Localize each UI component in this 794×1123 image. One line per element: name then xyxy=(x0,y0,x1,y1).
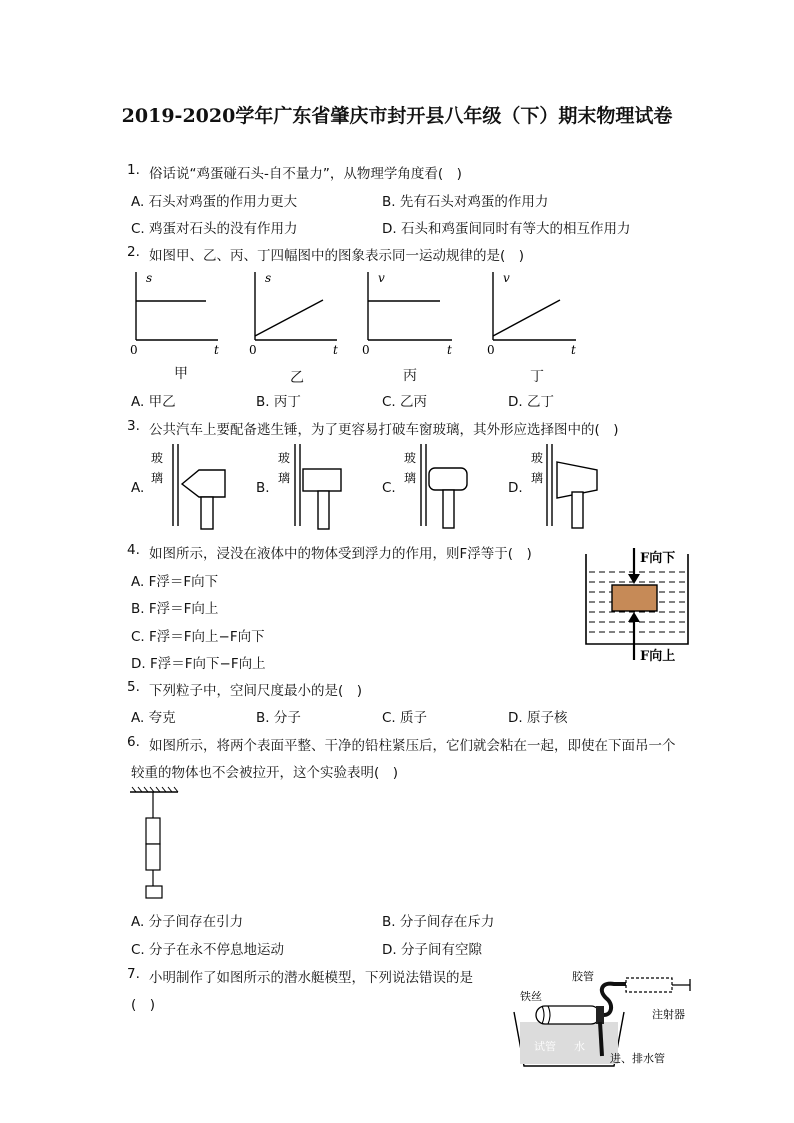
q2-graphs xyxy=(120,268,590,358)
q6-option-d[interactable]: D. 分子间有空隙 xyxy=(382,942,482,958)
q1-option-d[interactable]: D. 石头和鸡蛋间同时有等大的相互作用力 xyxy=(382,221,631,237)
q2-number: 2. xyxy=(127,244,140,260)
q3-number: 3. xyxy=(127,418,140,434)
graph-caption-bing: 丙 xyxy=(403,368,417,384)
svg-text:玻: 玻 xyxy=(404,451,417,465)
q2-option-d[interactable]: D. 乙丁 xyxy=(508,394,554,410)
graph-jia-origin: 0 xyxy=(130,343,138,357)
hammer-c[interactable] xyxy=(404,444,467,528)
syringe-label: 注射器 xyxy=(652,1008,685,1021)
graph-caption-yi: 乙 xyxy=(290,370,304,386)
q2-option-c[interactable]: C. 乙丙 xyxy=(382,394,428,410)
graph-bing-x-label: t xyxy=(447,343,452,357)
q3-option-d[interactable]: D. xyxy=(508,480,523,496)
graph-bing-y-label: v xyxy=(378,271,385,285)
svg-text:玻: 玻 xyxy=(151,451,164,465)
q4-option-d[interactable]: D. F浮＝F向下−F向上 xyxy=(131,656,266,672)
q3-option-c[interactable]: C. xyxy=(382,480,396,496)
svg-text:璃: 璃 xyxy=(278,471,291,485)
graph-bing-origin: 0 xyxy=(362,343,370,357)
graph-yi-origin: 0 xyxy=(249,343,257,357)
force-up-label: F向上 xyxy=(640,649,676,664)
graph-ding xyxy=(487,271,576,357)
graph-caption-ding: 丁 xyxy=(530,369,544,385)
q7-stem-line2: ( ) xyxy=(131,997,156,1013)
drain-label: 进、排水管 xyxy=(610,1052,665,1065)
svg-text:玻: 玻 xyxy=(531,451,544,465)
q2-option-a[interactable]: A. 甲乙 xyxy=(131,394,176,410)
graph-yi-x-label: t xyxy=(333,343,338,357)
svg-text:璃: 璃 xyxy=(404,471,417,485)
q1-stem: 俗话说“鸡蛋碰石头-自不量力”，从物理学角度看( ) xyxy=(149,166,462,182)
graph-jia-y-label: s xyxy=(146,271,153,285)
q2-stem: 如图甲、乙、丙、丁四幅图中的图象表示同一运动规律的是( ) xyxy=(149,248,525,264)
q5-stem: 下列粒子中，空间尺度最小的是( ) xyxy=(149,683,363,699)
graph-jia-x-label: t xyxy=(214,343,219,357)
q5-option-b[interactable]: B. 分子 xyxy=(256,710,301,726)
q6-option-a[interactable]: A. 分子间存在引力 xyxy=(131,914,244,930)
graph-ding-x-label: t xyxy=(571,343,576,357)
q1-number: 1. xyxy=(127,162,140,178)
svg-text:玻: 玻 xyxy=(278,451,291,465)
q4-number: 4. xyxy=(127,542,140,558)
q6-option-b[interactable]: B. 分子间存在斥力 xyxy=(382,914,495,930)
q1-option-c[interactable]: C. 鸡蛋对石头的没有作用力 xyxy=(131,221,298,237)
q4-option-a[interactable]: A. F浮＝F向下 xyxy=(131,574,219,590)
svg-text:璃: 璃 xyxy=(151,471,164,485)
graph-ding-y-label: v xyxy=(503,271,510,285)
hammer-d[interactable] xyxy=(531,444,597,528)
water-label: 水 xyxy=(574,1040,585,1053)
graph-yi-y-label: s xyxy=(265,271,272,285)
q1-option-a[interactable]: A. 石头对鸡蛋的作用力更大 xyxy=(131,194,298,210)
graph-jia xyxy=(130,271,219,357)
q2-option-b[interactable]: B. 丙丁 xyxy=(256,394,301,410)
graph-bing xyxy=(362,271,452,357)
q5-option-c[interactable]: C. 质子 xyxy=(382,710,428,726)
q7-stem-line1: 小明制作了如图所示的潜水艇模型，下列说法错误的是 xyxy=(149,970,473,986)
wire-label: 铁丝 xyxy=(520,990,542,1003)
q7-submarine-diagram xyxy=(510,968,710,1072)
tube-label: 试管 xyxy=(534,1040,556,1053)
q4-option-c[interactable]: C. F浮＝F向上−F向下 xyxy=(131,629,265,645)
q3-option-b[interactable]: B. xyxy=(256,480,270,496)
force-down-label: F向下 xyxy=(640,551,676,566)
graph-yi xyxy=(249,271,338,357)
q6-stem-line2: 较重的物体也不会被拉开，这个实验表明( ) xyxy=(131,765,399,781)
page-title: 2019-2020学年广东省肇庆市封开县八年级（下）期末物理试卷 xyxy=(121,105,673,127)
q3-option-a[interactable]: A. xyxy=(131,480,145,496)
hammer-b[interactable] xyxy=(278,444,341,529)
q6-stem-line1: 如图所示，将两个表面平整、干净的铅柱紧压后，它们就会粘在一起，即使在下面吊一个 xyxy=(149,738,676,754)
q5-option-d[interactable]: D. 原子核 xyxy=(508,710,568,726)
graph-ding-origin: 0 xyxy=(487,343,495,357)
hose-label: 胶管 xyxy=(572,970,594,983)
q1-option-b[interactable]: B. 先有石头对鸡蛋的作用力 xyxy=(382,194,549,210)
q3-hammers xyxy=(145,442,615,534)
q6-lead-cylinders xyxy=(126,786,186,902)
graph-caption-jia: 甲 xyxy=(174,366,188,382)
svg-text:璃: 璃 xyxy=(531,471,544,485)
q4-option-b[interactable]: B. F浮＝F向上 xyxy=(131,601,219,617)
q6-number: 6. xyxy=(127,734,140,750)
q5-option-a[interactable]: A. 夸克 xyxy=(131,710,176,726)
q7-number: 7. xyxy=(127,966,140,982)
submerged-block xyxy=(612,585,657,611)
q3-stem: 公共汽车上要配备逃生锤，为了更容易打破车窗玻璃，其外形应选择图中的( ) xyxy=(149,422,619,438)
q4-stem: 如图所示，浸没在液体中的物体受到浮力的作用，则F浮等于( ) xyxy=(149,546,532,562)
q4-buoyancy-diagram xyxy=(582,546,694,664)
q5-number: 5. xyxy=(127,679,140,695)
hammer-a[interactable] xyxy=(151,444,225,529)
q6-option-c[interactable]: C. 分子在永不停息地运动 xyxy=(131,942,285,958)
